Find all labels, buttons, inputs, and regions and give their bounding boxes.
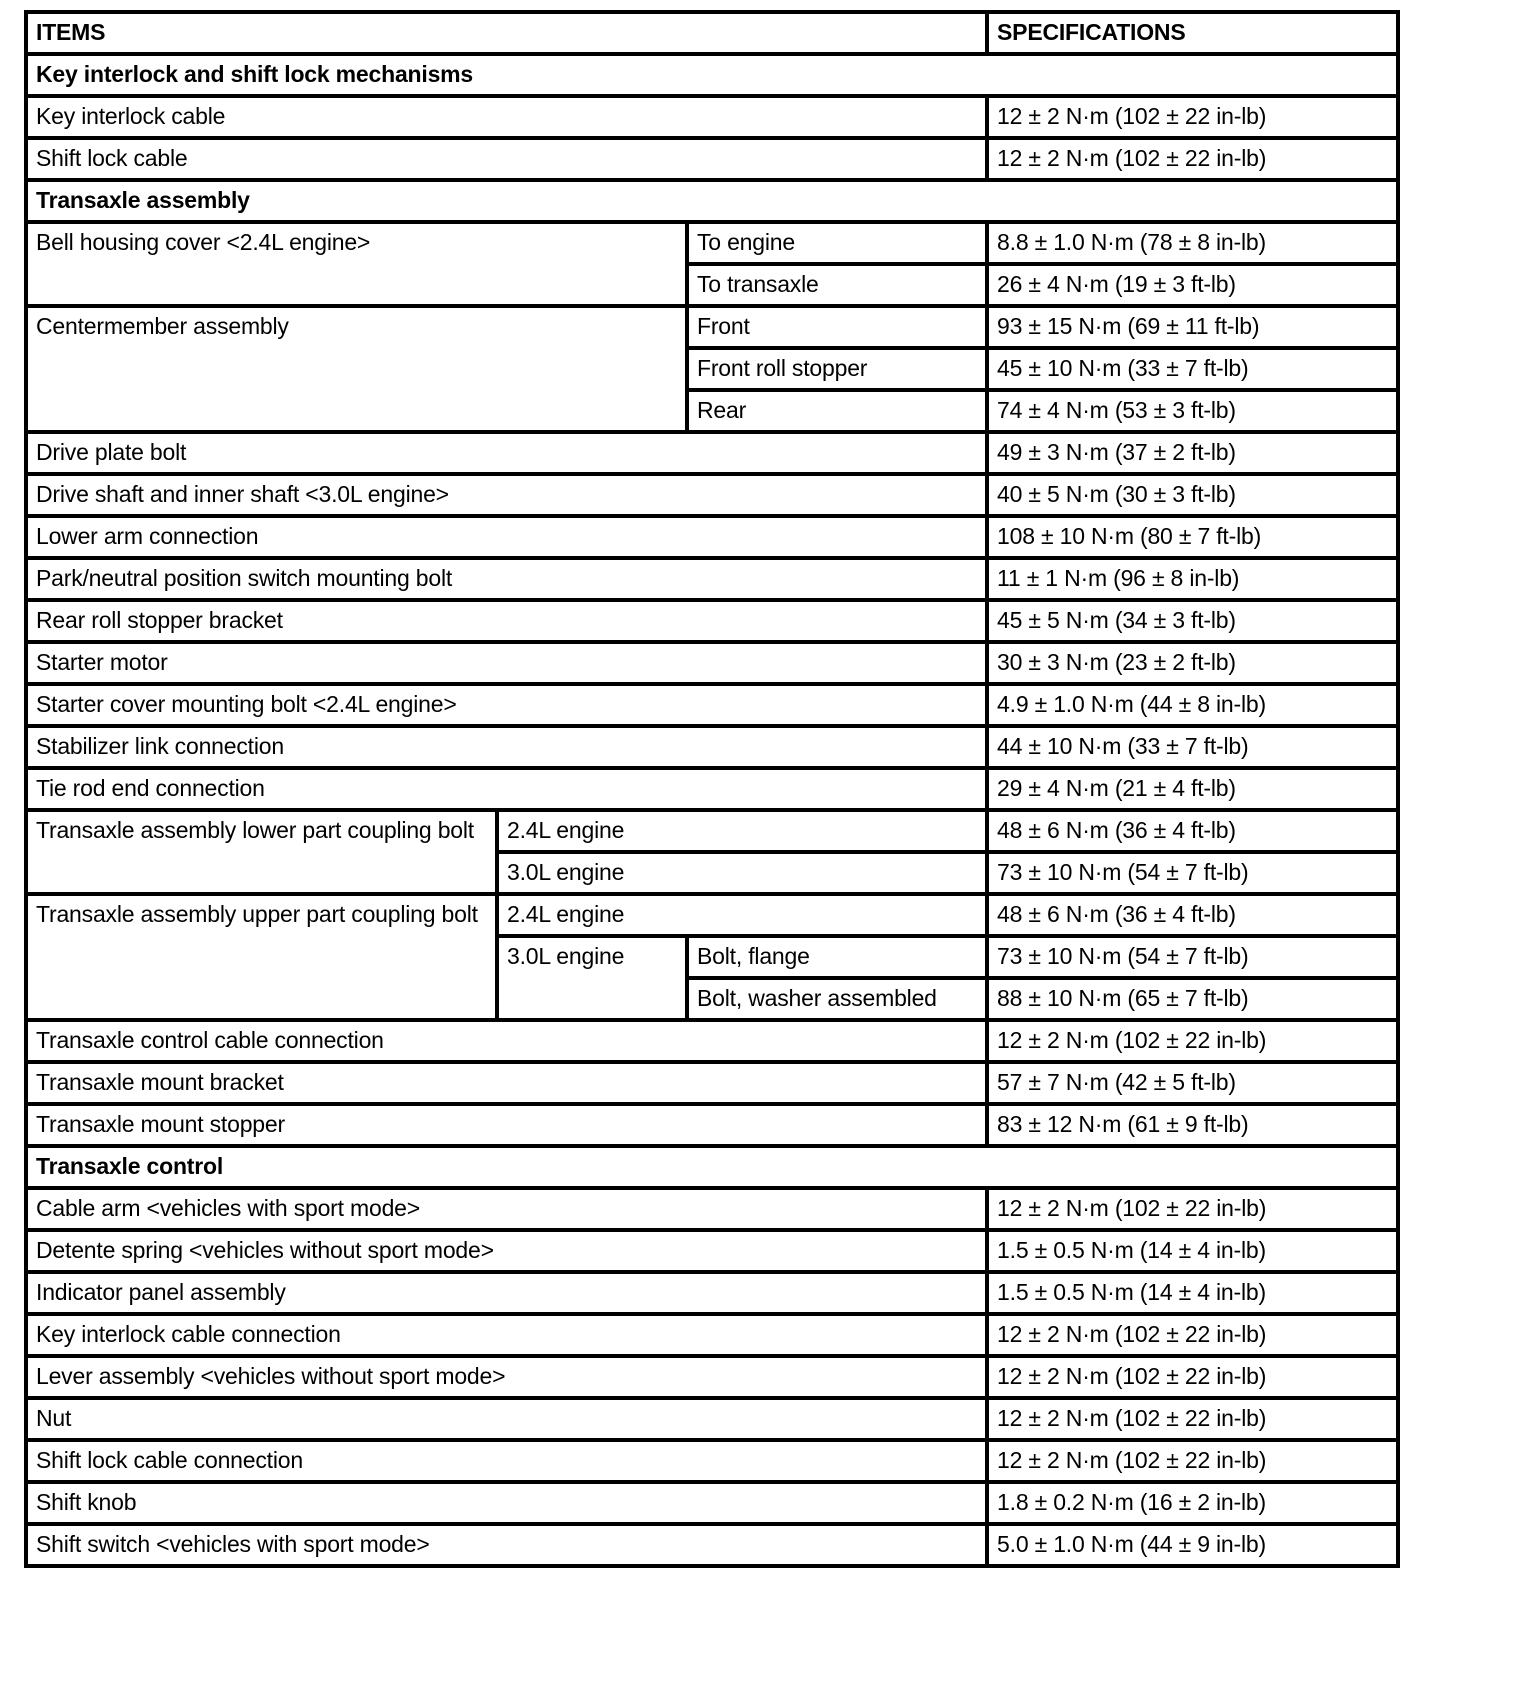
item-cell: Centermember assembly bbox=[26, 306, 687, 432]
spec-cell: 74 ± 4 N·m (53 ± 3 ft-lb) bbox=[987, 390, 1398, 432]
item-cell: Key interlock cable bbox=[26, 96, 987, 138]
spec-cell: 12 ± 2 N·m (102 ± 22 in-lb) bbox=[987, 1020, 1398, 1062]
table-row bbox=[26, 558, 1398, 600]
item-cell: Park/neutral position switch mounting bolt bbox=[26, 558, 987, 600]
sub-item-cell: Bolt, flange bbox=[687, 936, 987, 978]
spec-cell: 12 ± 2 N·m (102 ± 22 in-lb) bbox=[987, 1398, 1398, 1440]
header-row bbox=[26, 12, 1398, 54]
item-cell: Lever assembly <vehicles without sport mode> bbox=[26, 1356, 987, 1398]
table-row bbox=[26, 1524, 1398, 1566]
item-cell: Shift lock cable bbox=[26, 138, 987, 180]
table-row bbox=[26, 516, 1398, 558]
item-cell: Starter cover mounting bolt <2.4L engine> bbox=[26, 684, 987, 726]
spec-cell: 93 ± 15 N·m (69 ± 11 ft-lb) bbox=[987, 306, 1398, 348]
item-cell: Stabilizer link connection bbox=[26, 726, 987, 768]
table-row bbox=[26, 1020, 1398, 1062]
item-cell: Nut bbox=[26, 1398, 987, 1440]
table-row bbox=[26, 684, 1398, 726]
item-cell: Indicator panel assembly bbox=[26, 1272, 987, 1314]
spec-cell: 26 ± 4 N·m (19 ± 3 ft-lb) bbox=[987, 264, 1398, 306]
item-cell: Transaxle control cable connection bbox=[26, 1020, 987, 1062]
table-row bbox=[26, 1104, 1398, 1146]
table-row bbox=[26, 600, 1398, 642]
spec-cell: 12 ± 2 N·m (102 ± 22 in-lb) bbox=[987, 1440, 1398, 1482]
sub-item-cell: To engine bbox=[687, 222, 987, 264]
section-header: Key interlock and shift lock mechanisms bbox=[26, 54, 1398, 96]
table-row bbox=[26, 1230, 1398, 1272]
table-row bbox=[26, 222, 1398, 264]
spec-cell: 73 ± 10 N·m (54 ± 7 ft-lb) bbox=[987, 936, 1398, 978]
spec-cell: 49 ± 3 N·m (37 ± 2 ft-lb) bbox=[987, 432, 1398, 474]
item-cell: Shift lock cable connection bbox=[26, 1440, 987, 1482]
spec-cell: 83 ± 12 N·m (61 ± 9 ft-lb) bbox=[987, 1104, 1398, 1146]
spec-cell: 12 ± 2 N·m (102 ± 22 in-lb) bbox=[987, 1356, 1398, 1398]
table-row bbox=[26, 432, 1398, 474]
torque-spec-table-body bbox=[26, 12, 1398, 1566]
item-cell: Transaxle mount bracket bbox=[26, 1062, 987, 1104]
column-header-specifications: SPECIFICATIONS bbox=[987, 12, 1398, 54]
torque-spec-table bbox=[24, 10, 1400, 1568]
item-cell: Rear roll stopper bracket bbox=[26, 600, 987, 642]
table-row bbox=[26, 1440, 1398, 1482]
table-row bbox=[26, 138, 1398, 180]
item-cell: Drive shaft and inner shaft <3.0L engine> bbox=[26, 474, 987, 516]
spec-cell: 5.0 ± 1.0 N·m (44 ± 9 in-lb) bbox=[987, 1524, 1398, 1566]
spec-cell: 12 ± 2 N·m (102 ± 22 in-lb) bbox=[987, 1188, 1398, 1230]
item-cell: Tie rod end connection bbox=[26, 768, 987, 810]
sub-item-cell: To transaxle bbox=[687, 264, 987, 306]
column-header-items: ITEMS bbox=[26, 12, 987, 54]
sub-item-cell: Front roll stopper bbox=[687, 348, 987, 390]
item-cell: Key interlock cable connection bbox=[26, 1314, 987, 1356]
section-row bbox=[26, 54, 1398, 96]
spec-cell: 12 ± 2 N·m (102 ± 22 in-lb) bbox=[987, 1314, 1398, 1356]
table-row bbox=[26, 726, 1398, 768]
section-header: Transaxle control bbox=[26, 1146, 1398, 1188]
spec-cell: 48 ± 6 N·m (36 ± 4 ft-lb) bbox=[987, 810, 1398, 852]
table-row bbox=[26, 810, 1398, 852]
section-row bbox=[26, 180, 1398, 222]
table-row bbox=[26, 1188, 1398, 1230]
table-row bbox=[26, 1314, 1398, 1356]
spec-cell: 11 ± 1 N·m (96 ± 8 in-lb) bbox=[987, 558, 1398, 600]
spec-cell: 73 ± 10 N·m (54 ± 7 ft-lb) bbox=[987, 852, 1398, 894]
spec-cell: 1.8 ± 0.2 N·m (16 ± 2 in-lb) bbox=[987, 1482, 1398, 1524]
table-row bbox=[26, 306, 1398, 348]
item-cell: Drive plate bolt bbox=[26, 432, 987, 474]
sub-item-cell: 3.0L engine bbox=[497, 852, 987, 894]
item-cell: Transaxle mount stopper bbox=[26, 1104, 987, 1146]
spec-cell: 108 ± 10 N·m (80 ± 7 ft-lb) bbox=[987, 516, 1398, 558]
spec-cell: 44 ± 10 N·m (33 ± 7 ft-lb) bbox=[987, 726, 1398, 768]
spec-cell: 12 ± 2 N·m (102 ± 22 in-lb) bbox=[987, 138, 1398, 180]
item-cell: Shift knob bbox=[26, 1482, 987, 1524]
table-row bbox=[26, 1062, 1398, 1104]
item-cell: Transaxle assembly lower part coupling bolt bbox=[26, 810, 497, 894]
item-cell: Starter motor bbox=[26, 642, 987, 684]
spec-cell: 88 ± 10 N·m (65 ± 7 ft-lb) bbox=[987, 978, 1398, 1020]
table-row bbox=[26, 1482, 1398, 1524]
table-row bbox=[26, 1398, 1398, 1440]
section-row bbox=[26, 1146, 1398, 1188]
table-row bbox=[26, 1272, 1398, 1314]
sub-item-cell: 2.4L engine bbox=[497, 894, 987, 936]
table-row bbox=[26, 642, 1398, 684]
spec-cell: 8.8 ± 1.0 N·m (78 ± 8 in-lb) bbox=[987, 222, 1398, 264]
sub-item-cell: Front bbox=[687, 306, 987, 348]
table-row bbox=[26, 96, 1398, 138]
table-row bbox=[26, 1356, 1398, 1398]
sub-item-cell: Rear bbox=[687, 390, 987, 432]
spec-cell: 29 ± 4 N·m (21 ± 4 ft-lb) bbox=[987, 768, 1398, 810]
table-row bbox=[26, 474, 1398, 516]
spec-cell: 45 ± 10 N·m (33 ± 7 ft-lb) bbox=[987, 348, 1398, 390]
item-cell: Lower arm connection bbox=[26, 516, 987, 558]
spec-cell: 1.5 ± 0.5 N·m (14 ± 4 in-lb) bbox=[987, 1272, 1398, 1314]
table-row bbox=[26, 894, 1398, 936]
spec-cell: 30 ± 3 N·m (23 ± 2 ft-lb) bbox=[987, 642, 1398, 684]
table-row bbox=[26, 768, 1398, 810]
section-header: Transaxle assembly bbox=[26, 180, 1398, 222]
sub-item-cell: Bolt, washer assembled bbox=[687, 978, 987, 1020]
spec-cell: 12 ± 2 N·m (102 ± 22 in-lb) bbox=[987, 96, 1398, 138]
item-cell: Shift switch <vehicles with sport mode> bbox=[26, 1524, 987, 1566]
item-cell: Cable arm <vehicles with sport mode> bbox=[26, 1188, 987, 1230]
spec-cell: 45 ± 5 N·m (34 ± 3 ft-lb) bbox=[987, 600, 1398, 642]
spec-cell: 1.5 ± 0.5 N·m (14 ± 4 in-lb) bbox=[987, 1230, 1398, 1272]
sub-item-cell: 2.4L engine bbox=[497, 810, 987, 852]
sub-item-cell: 3.0L engine bbox=[497, 936, 687, 1020]
item-cell: Bell housing cover <2.4L engine> bbox=[26, 222, 687, 306]
spec-cell: 40 ± 5 N·m (30 ± 3 ft-lb) bbox=[987, 474, 1398, 516]
spec-cell: 57 ± 7 N·m (42 ± 5 ft-lb) bbox=[987, 1062, 1398, 1104]
spec-cell: 4.9 ± 1.0 N·m (44 ± 8 in-lb) bbox=[987, 684, 1398, 726]
item-cell: Detente spring <vehicles without sport mode> bbox=[26, 1230, 987, 1272]
spec-cell: 48 ± 6 N·m (36 ± 4 ft-lb) bbox=[987, 894, 1398, 936]
item-cell: Transaxle assembly upper part coupling bolt bbox=[26, 894, 497, 1020]
